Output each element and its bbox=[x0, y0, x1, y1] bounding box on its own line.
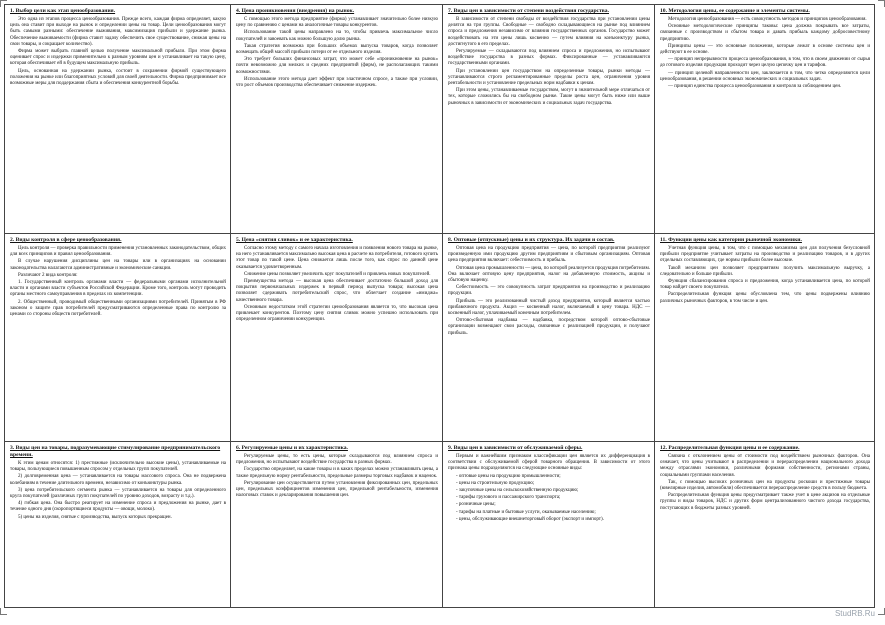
section-paragraph: Первым и важнейшим признаком классификации цен является их дифференциация в соответствии с обслуживаемой сферой товарного обращения. В зависимости от этого признака цены подразделяются на следующие основные виды: bbox=[448, 454, 650, 472]
section-cell bbox=[231, 442, 443, 608]
section-paragraph: Так, с помощью высоких розничных цен на продукты роскоши и престижные товары (ювелирные изделия, автомобили) обеспечивается перераспределение средств в пользу бюджета. bbox=[660, 479, 870, 492]
section-title: 7. Виды цен в зависимости от степени воздействия государства. bbox=[448, 8, 609, 14]
section-paragraph: Цель, основанная на удержании рынка, состоит в сохранении фирмой существующего положения на рынке или благоприятных условий для своей деятельности. Фирма предпринимает все возможные меры для поддержания сбыта и обеспечения конкурентной борьбы. bbox=[10, 68, 226, 87]
section-paragraph: — принцип непрерывности процесса ценообразования, в том, что в своем движении от сырья до готового изделия продукция проходит через целую цепочку цен и тарифов. bbox=[660, 57, 870, 69]
section-paragraph: Распределительная функция цены предусматривает также учет в цене акцизов на отдельные группы и виды товаров, НДС и других форм централизованного чистого дохода государства, поступающих в бюджеты разных уровней. bbox=[660, 493, 870, 511]
section-title: 12. Распределительная функция цены и ее содержание. bbox=[660, 445, 800, 451]
section-cell bbox=[443, 442, 655, 608]
section-paragraph: 2) долговременная цена — устанавливается на товары массового спроса. Она не подвержена колебаниям в течение длительного времени, независимо от конъюнктуры рынка. bbox=[10, 474, 226, 486]
section-paragraph: Оптовая цена промышленности — цена, по которой реализуется продукция потребителям. Она включает оптовую цену предприятия, налог на добавленную стоимость, акцизы и сбытовую наценку. bbox=[448, 265, 650, 284]
section-paragraph: - оптовые цены на продукцию промышленности; bbox=[456, 473, 561, 479]
section-paragraph: Такая стратегия возможна при больших объемах выпуска товаров, когда позволяет возмещать общей массой прибыли потери от ее отдельного изделия. bbox=[236, 43, 438, 56]
section-paragraph: - цены, обслуживающие внешнеторговый оборот (экспорт и импорт). bbox=[456, 516, 604, 522]
section-paragraph: - тарифы на платные и бытовые услуги, оказываемые населению; bbox=[456, 509, 596, 515]
section-cell bbox=[5, 234, 231, 442]
site-watermark: StudRB.Ru bbox=[834, 609, 875, 618]
section-title: 11. Функции цены как категории рыночной экономики. bbox=[660, 237, 802, 243]
section-paragraph: Снижение цены позволяет увеличить круг покупателей и привлечь новых покупателей. bbox=[244, 271, 431, 277]
section-title: 1. Выбор цели как этап ценообразования. bbox=[10, 8, 116, 14]
section-paragraph: Принципы цены — это основные положения, которые лежат в основе системы цен и действуют в ее основе. bbox=[660, 43, 870, 56]
section-paragraph: - цены на строительную продукцию; bbox=[456, 480, 535, 486]
section-title: 10. Методология цены, ее содержание и элементы системы. bbox=[660, 8, 810, 14]
corner-mark-top-right bbox=[878, 0, 885, 7]
section-paragraph: С помощью этого метода предприятие (фирма) устанавливает значительно более низкую цену по сравнению с ценами на аналогичные товары конкурентов. bbox=[236, 17, 438, 29]
section-paragraph: Использование этого метода дает эффект при эластичном спросе, а также при условии, что рост объемов производства обеспечивает снижение издержек. bbox=[236, 76, 438, 89]
section-paragraph: В зависимости от степени свободы от воздействия государства при установлении цены делятся на три группы. Свободные — свободно складывающиеся на рынке под влиянием спроса и предложения независимо от влияния государственных органов. Государство может воздействовать на эти цены лишь косвенно — путем влияния на конъюнктуру рынка, достигнутого в его пределах. bbox=[448, 17, 650, 47]
section-paragraph: 1. Государственный контроль органами власти — федеральными органами исполнительной власти и органами власти субъектов Российской Федерации. Кроме того, контроль могут проводить органы местного самоуправления в пределах их компетенции. bbox=[10, 280, 226, 298]
section-paragraph: Государство определяет, на какие товары и в каких пределах можно устанавливать цены, а также предельную норму рентабельности, предельные размеры торговых надбавок и наценок. bbox=[236, 467, 438, 479]
section-paragraph: — принцип целевой направленности цен, заключается в том, что четко определяются цели ценообразования, в решении основных экономических и социальных задач. bbox=[660, 70, 870, 82]
corner-mark-bottom-right bbox=[878, 608, 885, 615]
section-paragraph: Регулируемые цены, то есть цены, которые складываются под влиянием спроса и предложения, но испытывают воздействие государства в разных формах. bbox=[236, 454, 438, 466]
section-paragraph: Это требует больших финансовых затрат, что может себе «проникновение на рынок» почти невозможно для мелких и средних предприятий (фирм), не располагающих такими возможностями. bbox=[236, 57, 438, 75]
section-paragraph: Фирма может выбрать главной целью получение максимальной прибыли. При этом фирма оценивает спрос и издержки применительно к разным уровням цен и устанавливает на такую цену, которая обеспечивает ей в будущем максимальную прибыль. bbox=[10, 49, 226, 67]
section-cell bbox=[443, 234, 655, 442]
section-title: 9. Виды цен в зависимости от обслуживаемой сферы. bbox=[448, 445, 583, 451]
section-paragraph: Это одна из этапов процесса ценообразования. Прежде всего, каждая фирма определяет, какую цель она ставит при выходе на рынок и определении цены на товар. Цели ценообразования могут быть самыми разными: обеспечение выживания, максимизация прибыли и удержание рынка. Обеспечение выживаемости (фирма ставит задачу обеспечить свое существование, снижая цены на свои товары, и сокращает количество). bbox=[10, 17, 226, 47]
section-paragraph: Основным недостатком этой стратегии ценообразования является то, что высокая цена привлекает конкурентов. Поэтому цену снятия сливок можно успешно использовать при определенном ограничении конкуренции. bbox=[236, 304, 438, 323]
section-paragraph: Преимущества метода — высокая цена обеспечивает достаточно большой доход для покрытия первоначальных издержек в первый период выпуска товара; высокая цена позволяет сдерживать потребительский спрос, что облегчает создание «имиджа» качественного товара. bbox=[236, 279, 438, 303]
section-paragraph: - тарифы грузового и пассажирского транспорта; bbox=[456, 495, 561, 501]
section-paragraph: 4) гибкая цена. Она быстро реагирует на изменение спроса и предложения на рынке, дает в течение одного дня (скоропортящиеся продукты — овощи, молоко). bbox=[10, 501, 226, 513]
section-paragraph: Себестоимость — это совокупность затрат предприятия на производство и реализацию продукции. bbox=[448, 285, 650, 297]
section-cell bbox=[5, 5, 231, 234]
section-paragraph: Прибыль — это реализованный чистый доход предприятия, который является частью прибавочного продукта. Акциз — косвенный налог, включаемый в цену товара. НДС — косвенный налог, уплачиваемый конечным потребителем. bbox=[448, 298, 650, 317]
section-title: 2. Виды контроля в сфере ценообразования. bbox=[10, 237, 122, 243]
section-paragraph: Регулирование цен осуществляется путем установления фиксированных цен, предельных цен, предельных коэффициентов изменения цен, предельной рентабельности, изменения налоговых ставок и декларирования повышения цен. bbox=[236, 480, 438, 499]
cheat-sheet-grid bbox=[4, 4, 875, 608]
section-paragraph: - розничные цены; bbox=[456, 502, 496, 508]
section-cell bbox=[655, 234, 875, 442]
section-cell bbox=[5, 442, 231, 608]
section-paragraph: Цель контроля — проверка правильности применения установленных законодательством, общих для всех принципов и правил ценообразования. bbox=[10, 246, 226, 258]
section-title: 8. Оптовые (отпускные) цены и их структура. Их задачи и состав. bbox=[448, 237, 615, 243]
section-paragraph: 5) цены на изделия, снятые с производства, выпуск которых прекращен. bbox=[18, 514, 172, 520]
section-cell bbox=[231, 5, 443, 234]
section-paragraph: Оптовая цена на продукцию предприятия — цена, по которой предприятия реализуют произведенную ими продукцию другим предприятиям и сбытовым организациям. Оптовая цена предприятия включает: себестоимость и прибыль. bbox=[448, 246, 650, 264]
section-paragraph: Учетная функция цены, в том, что с помощью механизма цен для получения безусловной прибыли предприятие учитывает затраты на производство и реализацию товаров, и в других отдельных составляющих, где нормы прибыли более высокие. bbox=[660, 246, 870, 264]
section-paragraph: При этом цены, устанавливаемые государством, могут в значительной мере отличаться от тех, которые сложились бы на свободном рынке. Такие цены могут быть ниже или выше рыночных в зависимости от экономических и социальных задач государства. bbox=[448, 88, 650, 106]
section-paragraph: Функция сбалансирования спроса и предложения, когда устанавливается цена, по которой товар найдет своего покупателя. bbox=[660, 279, 870, 291]
section-paragraph: — принцип единства процесса ценообразования и контроля за соблюдением цен. bbox=[668, 84, 842, 90]
section-paragraph: Основные методологические принципы таковы: цена должна покрывать все затраты, связанные с производством и сбытом товара и давать прибыль каждому добросовестному предприятию. bbox=[660, 24, 870, 42]
section-title: 3. Виды цен на товары, подразумевающие стимулирование предпринимательского времени. bbox=[10, 445, 221, 458]
section-paragraph: 2. Общественный, проводимый общественными организациями потребителей. Принятым в РФ законом о защите прав потребителей предусматриваются определенные права по контролю за ценами со стороны обществ потребителей. bbox=[10, 299, 226, 318]
section-paragraph: Оптово-сбытовая надбавка — надбавка, посредством которой оптово-сбытовые организации возмещают свои расходы, связанные с реализацией продукции, и получают прибыль. bbox=[448, 318, 650, 336]
section-paragraph: Такой механизм цен позволяет предприятиям получить максимальную выручку, а следовательно и больше прибыли. bbox=[660, 265, 870, 277]
section-title: 4. Цена проникновения (внедрения) на рынок. bbox=[236, 8, 355, 14]
section-paragraph: Связана с отклонением цены от стоимости под воздействием рыночных факторов. Она означает, что цены учитывают в распределении и перераспределении национального дохода между отраслями экономики, различными формами собственности, регионами страны, социальными группами населения. bbox=[660, 454, 870, 478]
section-paragraph: Методология ценообразования — есть совокупность методов и принципов ценообразования. bbox=[668, 17, 867, 22]
section-paragraph: - закупочные цены на сельскохозяйственную продукцию; bbox=[456, 488, 579, 494]
section-paragraph: 3) цена потребительского сегмента рынка — устанавливается на товары для определенного круга покупателей (различных групп покупателей по уровню доходов, возрасту и т.д.). bbox=[10, 487, 226, 500]
section-title: 5. Цена «снятия сливок» и ее характеристика. bbox=[236, 237, 353, 243]
section-paragraph: В случае нарушения дисциплины цен на товары или в организациях на основании законодательства налагаются административные и экономические санкции. bbox=[10, 259, 226, 271]
section-paragraph: Распределительная функция цены обусловлена тем, что цены подвержены влиянию различных рыночных факторов, в том числе и цен. bbox=[660, 292, 870, 304]
section-paragraph: Согласно этому методу с самого начала изготовления и появления нового товара на рынке, на него устанавливается максимально высокая цена в расчете на потребителя, готового купить этот товар по такой цене. Цена снижается лишь после того, как спрос по данной цене оказывается удовлетворенным. bbox=[236, 246, 438, 270]
section-cell bbox=[655, 5, 875, 234]
corner-mark-bottom-left bbox=[0, 608, 7, 615]
section-paragraph: При установлении цен государством на определенные товары, рынки методы — устанавливаются строго регламентированные пределы роста цен, ограничения уровня рентабельности и установление предельных норм надбавки к ценам. bbox=[448, 68, 650, 87]
section-paragraph: Использование такой цены направлено на то, чтобы привлечь максимальное число покупателей и завоевать как можно большую долю рынка. bbox=[236, 30, 438, 42]
section-cell bbox=[231, 234, 443, 442]
section-paragraph: Различают 2 вида контроля: bbox=[18, 272, 78, 278]
section-paragraph: К этим ценам относятся: 1) престижные (исключительно высокие цены), устанавливаемые на товары, пользующиеся повышенным спросом у отдельных групп покупателей. bbox=[10, 461, 226, 473]
section-cell bbox=[443, 5, 655, 234]
section-cell bbox=[655, 442, 875, 608]
section-title: 6. Регулируемые цены и их характеристика. bbox=[236, 445, 348, 451]
section-paragraph: Регулируемые — складываются под влиянием спроса и предложения, но испытывают воздействие государства в разных формах. Фиксированные — устанавливаются государственными органами. bbox=[448, 49, 650, 67]
